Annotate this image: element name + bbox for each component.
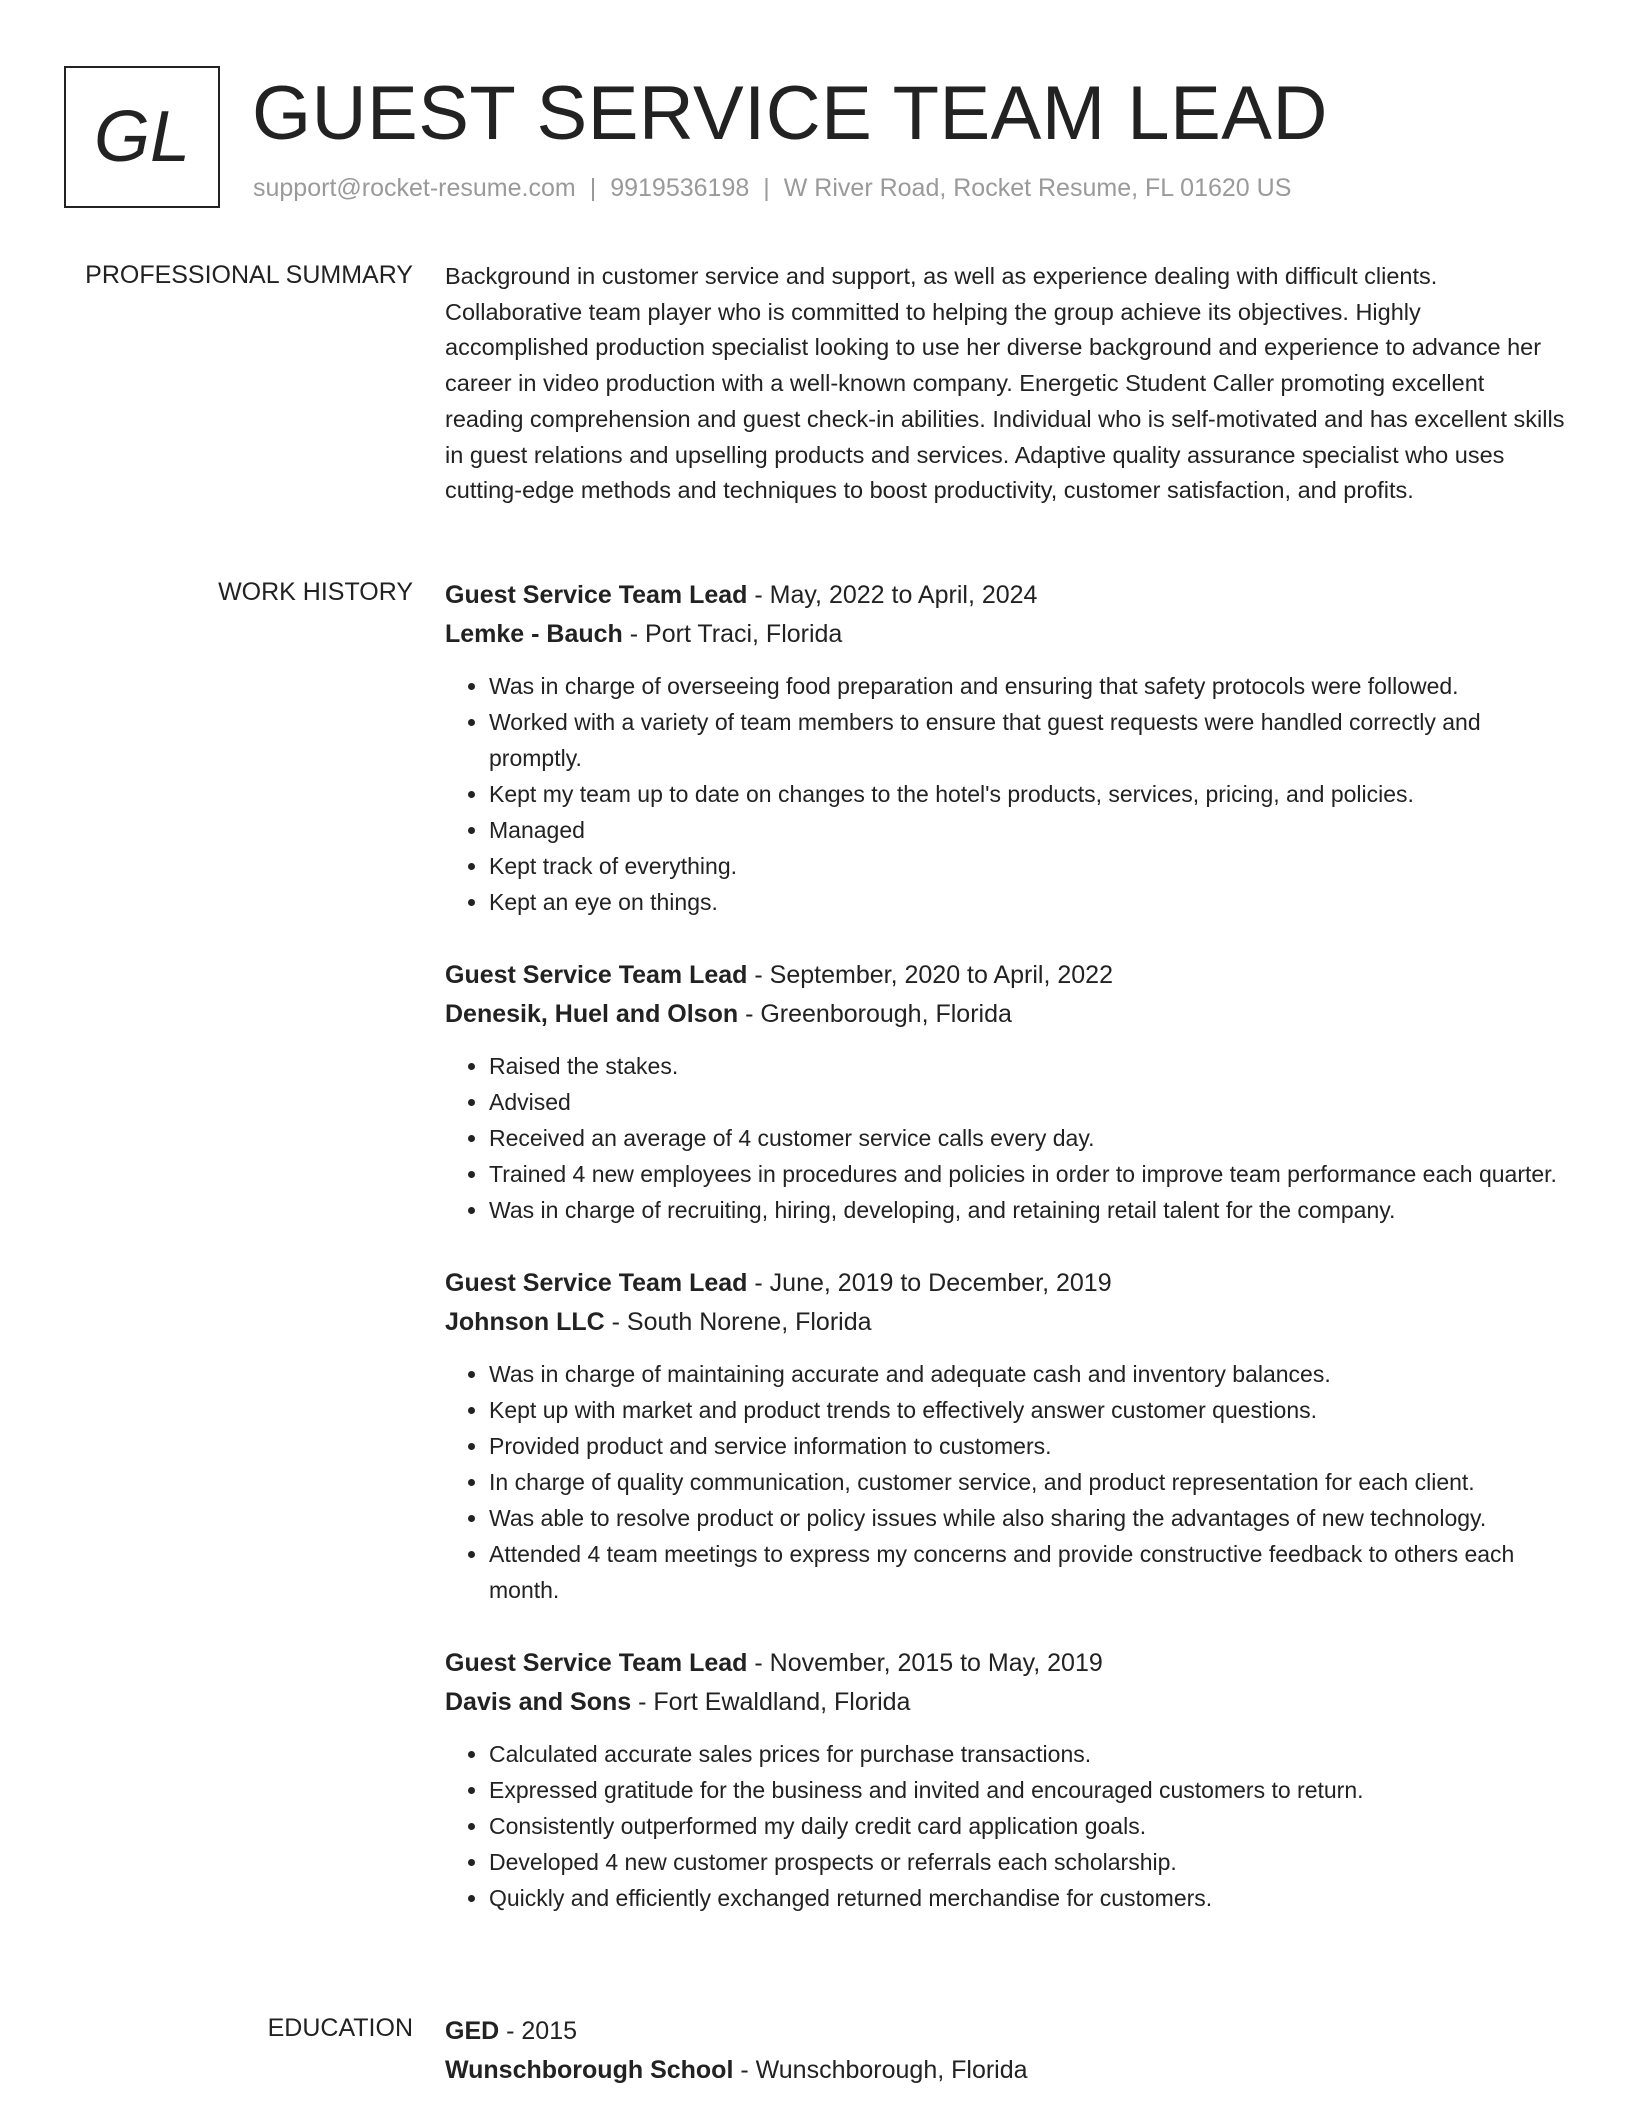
- work-history-label: WORK HISTORY: [218, 578, 413, 606]
- job-bullet: • Kept track of everything.: [489, 848, 1565, 884]
- job-company-line: [445, 995, 1565, 1034]
- education-year: - 2015: [499, 2017, 578, 2045]
- contact-line: [253, 172, 1291, 204]
- job-title-line: [445, 1644, 1565, 1683]
- education-degree-line: [445, 2012, 1565, 2051]
- job-location: - South Norene, Florida: [604, 1308, 872, 1336]
- job-bullet: • Was in charge of recruiting, hiring, developing, and retaining retail talent for the company.: [489, 1192, 1565, 1228]
- education-location: - Wunschborough, Florida: [733, 2056, 1028, 2084]
- job-bullet: • Consistently outperformed my daily credit card application goals.: [489, 1808, 1565, 1844]
- job-bullet: • Was in charge of overseeing food preparation and ensuring that safety protocols were followed.: [489, 668, 1565, 704]
- contact-phone: 9919536198: [610, 174, 750, 202]
- job-bullet: • Kept an eye on things.: [489, 884, 1565, 920]
- job-location: - Port Traci, Florida: [622, 620, 843, 648]
- job-location: - Greenborough, Florida: [738, 1000, 1012, 1028]
- job-bullet: • Raised the stakes.: [489, 1048, 1565, 1084]
- job-bullet: • Advised: [489, 1084, 1565, 1120]
- job-location: - Fort Ewaldland, Florida: [631, 1688, 911, 1716]
- summary-label: PROFESSIONAL SUMMARY: [85, 261, 413, 289]
- job-bullet-list: [445, 668, 1565, 920]
- job-bullet: • Attended 4 team meetings to express my concerns and provide constructive feedback to others each month.: [489, 1536, 1565, 1608]
- job-bullet: • In charge of quality communication, customer service, and product representation for each client.: [489, 1464, 1565, 1500]
- job-title: Guest Service Team Lead: [445, 961, 748, 989]
- job-bullet: • Was able to resolve product or policy issues while also sharing the advantages of new technology.: [489, 1500, 1565, 1536]
- education-school: Wunschborough School: [445, 2056, 734, 2084]
- contact-email: support@rocket-resume.com: [253, 174, 576, 202]
- job-title-line: [445, 956, 1565, 995]
- job-dates: - November, 2015 to May, 2019: [747, 1649, 1103, 1677]
- job-bullet: • Managed: [489, 812, 1565, 848]
- job-company-line: [445, 1683, 1565, 1722]
- job-title-line: [445, 1264, 1565, 1303]
- job-bullet: • Developed 4 new customer prospects or referrals each scholarship.: [489, 1844, 1565, 1880]
- work-history-body: [445, 576, 1565, 1952]
- job-bullet: • Kept up with market and product trends to effectively answer customer questions.: [489, 1392, 1565, 1428]
- job-company: Johnson LLC: [445, 1308, 605, 1336]
- contact-separator: |: [589, 174, 597, 202]
- job-bullet: • Expressed gratitude for the business and invited and encouraged customers to return.: [489, 1772, 1565, 1808]
- job-company-line: [445, 615, 1565, 654]
- initials-monogram: GL: [64, 66, 220, 208]
- job-dates: - May, 2022 to April, 2024: [747, 581, 1038, 609]
- job-entry: [445, 576, 1565, 920]
- job-title: Guest Service Team Lead: [445, 581, 748, 609]
- job-title: Guest Service Team Lead: [445, 1269, 748, 1297]
- job-bullet: • Kept my team up to date on changes to the hotel's products, services, pricing, and policies.: [489, 776, 1565, 812]
- summary-text: Background in customer service and support, as well as experience dealing with difficult clients. Collaborative team player who is committed to helping the group achieve its objectives. Highly accomplished production specialist looking to use her diverse background and experience to advance her career in video production with a well-known company. Energetic Student Caller promoting excellent reading comprehension and guest check-in abilities. Individual who is self-motivated and has excellent skills in guest relations and upselling products and services. Adaptive quality assurance specialist who uses cutting-edge methods and techniques to boost productivity, customer satisfaction, and profits.: [445, 263, 1565, 504]
- job-entry: [445, 1264, 1565, 1608]
- job-bullet-list: [445, 1048, 1565, 1228]
- contact-separator: |: [763, 174, 770, 202]
- job-bullet: • Quickly and efficiently exchanged returned merchandise for customers.: [489, 1880, 1565, 1916]
- job-dates: - June, 2019 to December, 2019: [747, 1269, 1112, 1297]
- job-company-line: [445, 1303, 1565, 1342]
- job-bullet: • Calculated accurate sales prices for purchase transactions.: [489, 1736, 1565, 1772]
- job-entry: [445, 956, 1565, 1228]
- job-company: Lemke - Bauch: [445, 620, 623, 648]
- resume-header: [64, 64, 1584, 214]
- job-company: Davis and Sons: [445, 1688, 632, 1716]
- job-bullet-list: [445, 1356, 1565, 1608]
- job-bullet: • Trained 4 new employees in procedures and policies in order to improve team performance each quarter.: [489, 1156, 1565, 1192]
- job-title-line: [445, 576, 1565, 615]
- education-label: EDUCATION: [267, 2014, 413, 2042]
- job-bullet: • Was in charge of maintaining accurate and adequate cash and inventory balances.: [489, 1356, 1565, 1392]
- job-company: Denesik, Huel and Olson: [445, 1000, 739, 1028]
- contact-address: W River Road, Rocket Resume, FL 01620 US: [783, 174, 1292, 202]
- job-bullet: • Provided product and service information to customers.: [489, 1428, 1565, 1464]
- education-school-line: [445, 2051, 1565, 2090]
- education-body: [445, 2012, 1565, 2090]
- job-entry: [445, 1644, 1565, 1916]
- page-title: GUEST SERVICE TEAM LEAD: [252, 71, 1328, 156]
- job-dates: - September, 2020 to April, 2022: [747, 961, 1113, 989]
- job-title: Guest Service Team Lead: [445, 1649, 748, 1677]
- job-bullet: • Received an average of 4 customer service calls every day.: [489, 1120, 1565, 1156]
- summary-body: [445, 259, 1565, 509]
- education-degree: GED: [445, 2017, 500, 2045]
- job-bullet: • Worked with a variety of team members to ensure that guest requests were handled correctly and promptly.: [489, 704, 1565, 776]
- job-bullet-list: [445, 1736, 1565, 1916]
